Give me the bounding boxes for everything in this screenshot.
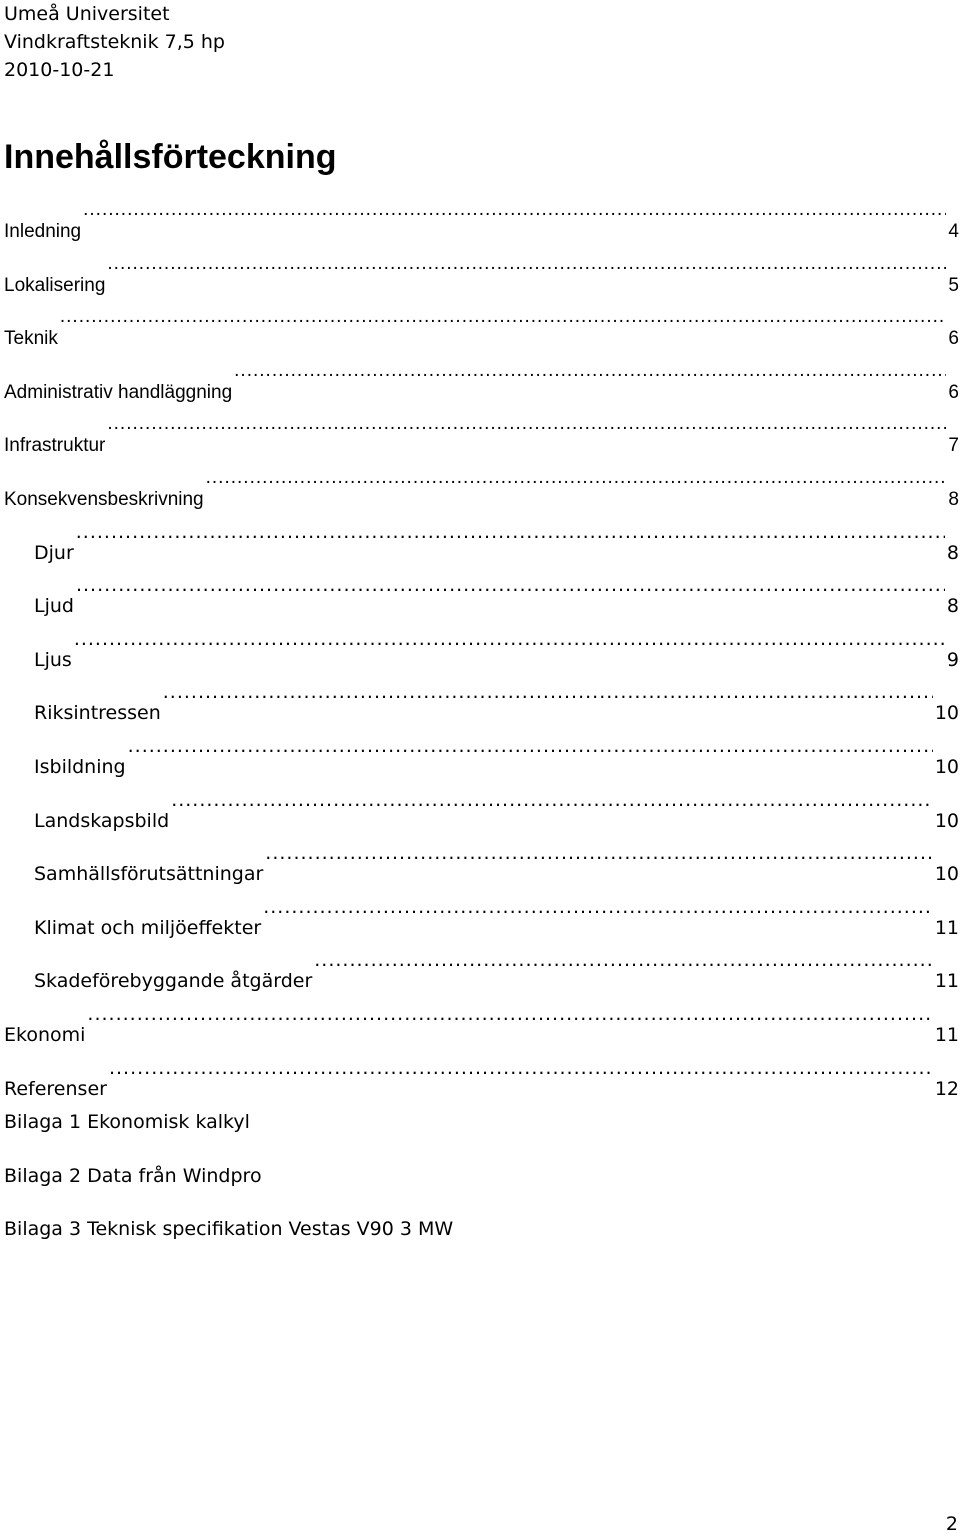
toc-entry-label[interactable]: Referenser: [4, 1078, 107, 1100]
toc-entry-page: 8: [946, 595, 959, 617]
toc-entry-skadeforebyggande-atgarder[interactable]: [34, 933, 960, 992]
toc-leader-dots: [76, 558, 945, 612]
toc-entry-referenser[interactable]: [4, 1041, 960, 1100]
toc-entry-page: 11: [934, 1024, 959, 1046]
appendix-2: Bilaga 2 Data från Windpro: [4, 1165, 262, 1187]
toc-entry-page: 7: [948, 435, 959, 456]
toc-leader-dots: [87, 987, 932, 1041]
toc-entry-page: 10: [934, 702, 959, 724]
appendix-3: Bilaga 3 Teknisk specifikation Vestas V90 3 MW: [4, 1218, 454, 1240]
toc-entry-page: 5: [948, 275, 959, 296]
toc-leader-dots: [234, 344, 946, 398]
toc-entry-label[interactable]: Ljus: [34, 649, 72, 671]
header-course: Vindkraftsteknik 7,5 hp: [4, 31, 225, 53]
toc-entry-inledning[interactable]: [4, 183, 960, 242]
toc-entry-label[interactable]: Ljud: [34, 595, 74, 617]
toc-entry-page: 8: [946, 542, 959, 564]
toc-entry-label[interactable]: Lokalisering: [4, 275, 106, 296]
toc-entry-label[interactable]: Konsekvensbeskrivning: [4, 489, 204, 510]
toc-entry-djur[interactable]: [34, 505, 960, 564]
toc-title: Innehållsförteckning: [4, 138, 337, 176]
toc-entry-ljud[interactable]: [34, 558, 960, 617]
toc-entry-page: 11: [934, 917, 959, 939]
toc-entry-klimat-och-miljoeffekter[interactable]: [34, 880, 960, 939]
toc-entry-riksintressen[interactable]: [34, 665, 960, 724]
toc-leader-dots: [314, 933, 933, 987]
toc-entry-samhallsforutsattningar[interactable]: [34, 826, 960, 885]
toc-entry-label[interactable]: Isbildning: [34, 756, 126, 778]
toc-leader-dots: [171, 773, 933, 827]
toc-entry-label[interactable]: Skadeförebyggande åtgärder: [34, 970, 313, 992]
toc-leader-dots: [74, 612, 945, 666]
toc-entry-label[interactable]: Landskapsbild: [34, 810, 170, 832]
toc-entry-label[interactable]: Teknik: [4, 328, 58, 349]
toc-entry-label[interactable]: Djur: [34, 542, 74, 564]
toc-entry-label[interactable]: Riksintressen: [34, 702, 161, 724]
toc-entry-page: 12: [934, 1078, 959, 1100]
toc-entry-label[interactable]: Samhällsförutsättningar: [34, 863, 264, 885]
toc-leader-dots: [128, 719, 933, 773]
toc-entry-infrastruktur[interactable]: [4, 397, 960, 456]
toc-entry-label[interactable]: Inledning: [4, 221, 82, 242]
toc-leader-dots: [263, 880, 933, 934]
toc-leader-dots: [265, 826, 933, 880]
toc-entry-ekonomi[interactable]: [4, 987, 960, 1046]
toc-entry-label[interactable]: Klimat och miljöeffekter: [34, 917, 262, 939]
toc-entry-page: 4: [948, 221, 959, 242]
toc-leader-dots: [107, 397, 946, 451]
toc-entry-label[interactable]: Ekonomi: [4, 1024, 86, 1046]
toc-leader-dots: [83, 183, 946, 237]
toc-leader-dots: [206, 451, 947, 505]
toc-leader-dots: [76, 505, 945, 559]
header-date: 2010-10-21: [4, 59, 115, 81]
toc-entry-page: 9: [946, 649, 959, 671]
toc-leader-dots: [60, 290, 947, 344]
toc-entry-page: 11: [934, 970, 959, 992]
toc-entry-page: 10: [934, 810, 959, 832]
toc-entry-page: 10: [934, 863, 959, 885]
toc-leader-dots: [109, 1041, 933, 1095]
toc-leader-dots: [107, 237, 946, 291]
toc-entry-page: 6: [948, 382, 959, 403]
toc-entry-administrativ-handlaggning[interactable]: [4, 344, 960, 403]
page-header: [4, 0, 225, 84]
toc-entry-isbildning[interactable]: [34, 719, 960, 778]
toc-entry-konsekvensbeskrivning[interactable]: [4, 451, 960, 510]
toc-entry-page: 8: [948, 489, 959, 510]
toc-entry-page: 10: [934, 756, 959, 778]
toc-entry-landskapsbild[interactable]: [34, 773, 960, 832]
toc-entry-lokalisering[interactable]: [4, 237, 960, 296]
header-university: Umeå Universitet: [4, 3, 170, 25]
toc-entry-label[interactable]: Infrastruktur: [4, 435, 106, 456]
toc-entry-page: 6: [948, 328, 959, 349]
appendix-1: Bilaga 1 Ekonomisk kalkyl: [4, 1111, 250, 1133]
page-number: 2: [945, 1513, 958, 1535]
toc-entry-teknik[interactable]: [4, 290, 960, 349]
toc-entry-ljus[interactable]: [34, 612, 960, 671]
toc-entry-label[interactable]: Administrativ handläggning: [4, 382, 233, 403]
toc-leader-dots: [163, 665, 933, 719]
